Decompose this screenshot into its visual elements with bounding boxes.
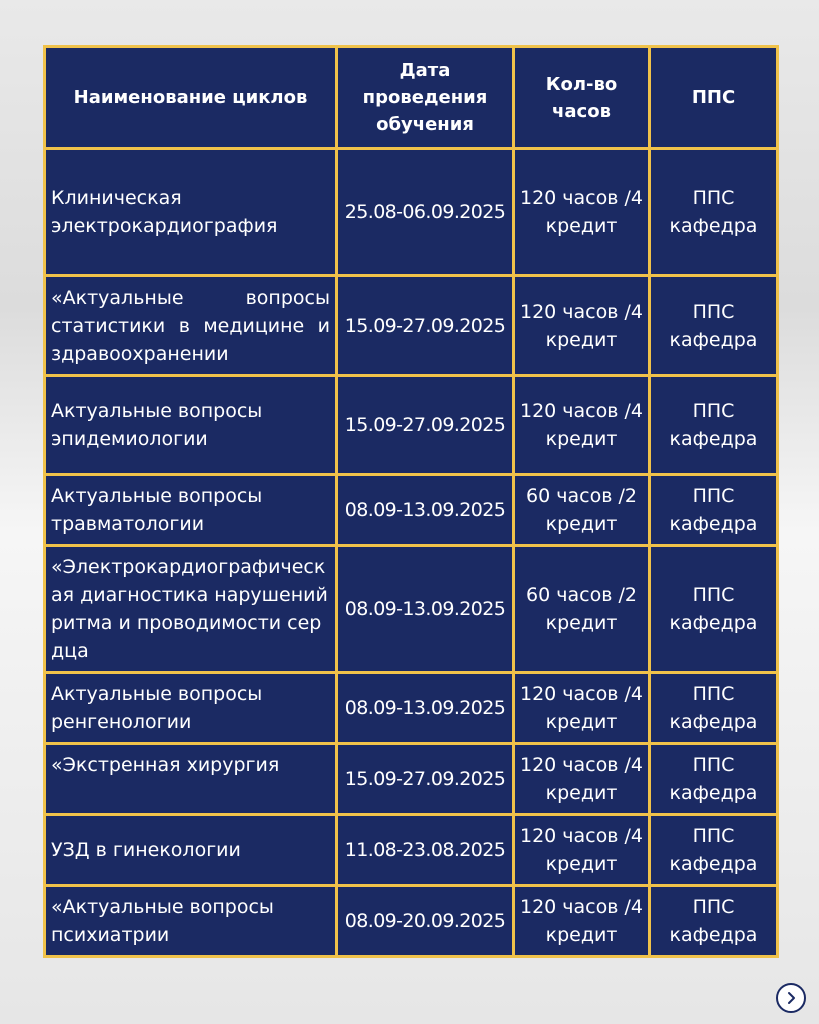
date-cell: 25.08-06.09.2025: [337, 149, 514, 276]
hours-cell: 120 часов /4 кредит: [514, 744, 650, 815]
hours-cell: 120 часов /4 кредит: [514, 886, 650, 957]
date-cell: 08.09-20.09.2025: [337, 886, 514, 957]
cycle-name-cell: Актуальные вопросы травматологии: [45, 475, 337, 546]
hours-cell: 120 часов /4 кредит: [514, 149, 650, 276]
cycle-name-cell: «Актуальные вопросы психиатрии: [45, 886, 337, 957]
table-row: [45, 886, 778, 957]
table-row: [45, 376, 778, 475]
date-cell: 15.09-27.09.2025: [337, 376, 514, 475]
table-row: [45, 475, 778, 546]
cycle-name-cell: «Актуальные вопросы статистики в медицине и здравоохранении: [45, 276, 337, 376]
hours-cell: 120 часов /4 кредит: [514, 673, 650, 744]
date-cell: 08.09-13.09.2025: [337, 475, 514, 546]
pps-cell: ППС кафедра: [650, 475, 778, 546]
cycle-name-cell: Актуальные вопросы ренгенологии: [45, 673, 337, 744]
date-cell: 15.09-27.09.2025: [337, 744, 514, 815]
hours-cell: 60 часов /2 кредит: [514, 546, 650, 673]
cycle-name-cell: «Электрокардиографическая диагностика нарушений ритма и проводимости сердца: [45, 546, 337, 673]
hours-cell: 120 часов /4 кредит: [514, 376, 650, 475]
pps-cell: ППС кафедра: [650, 376, 778, 475]
table-row: [45, 546, 778, 673]
chevron-right-icon: [784, 991, 798, 1005]
cycle-name-cell: «Экстренная хирургия: [45, 744, 337, 815]
hours-cell: 120 часов /4 кредит: [514, 815, 650, 886]
date-cell: 08.09-13.09.2025: [337, 546, 514, 673]
pps-cell: ППС кафедра: [650, 276, 778, 376]
pps-cell: ППС кафедра: [650, 886, 778, 957]
date-cell: 08.09-13.09.2025: [337, 673, 514, 744]
pps-cell: ППС кафедра: [650, 149, 778, 276]
schedule-table: [43, 45, 779, 958]
header-hours: Кол-во часов: [514, 47, 650, 149]
cycle-name-cell: Актуальные вопросы эпидемиологии: [45, 376, 337, 475]
header-date: Дата проведения обучения: [337, 47, 514, 149]
next-slide-button[interactable]: [776, 983, 806, 1013]
table-row: [45, 744, 778, 815]
table-row: [45, 815, 778, 886]
header-name: Наименование циклов: [45, 47, 337, 149]
table-row: [45, 673, 778, 744]
pps-cell: ППС кафедра: [650, 673, 778, 744]
hours-cell: 120 часов /4 кредит: [514, 276, 650, 376]
table-row: [45, 149, 778, 276]
cycle-name-cell: УЗД в гинекологии: [45, 815, 337, 886]
pps-cell: ППС кафедра: [650, 744, 778, 815]
date-cell: 11.08-23.08.2025: [337, 815, 514, 886]
header-row: [45, 47, 778, 149]
date-cell: 15.09-27.09.2025: [337, 276, 514, 376]
header-pps: ППС: [650, 47, 778, 149]
table-row: [45, 276, 778, 376]
pps-cell: ППС кафедра: [650, 815, 778, 886]
pps-cell: ППС кафедра: [650, 546, 778, 673]
hours-cell: 60 часов /2 кредит: [514, 475, 650, 546]
cycle-name-cell: Клиническая электрокардиография: [45, 149, 337, 276]
